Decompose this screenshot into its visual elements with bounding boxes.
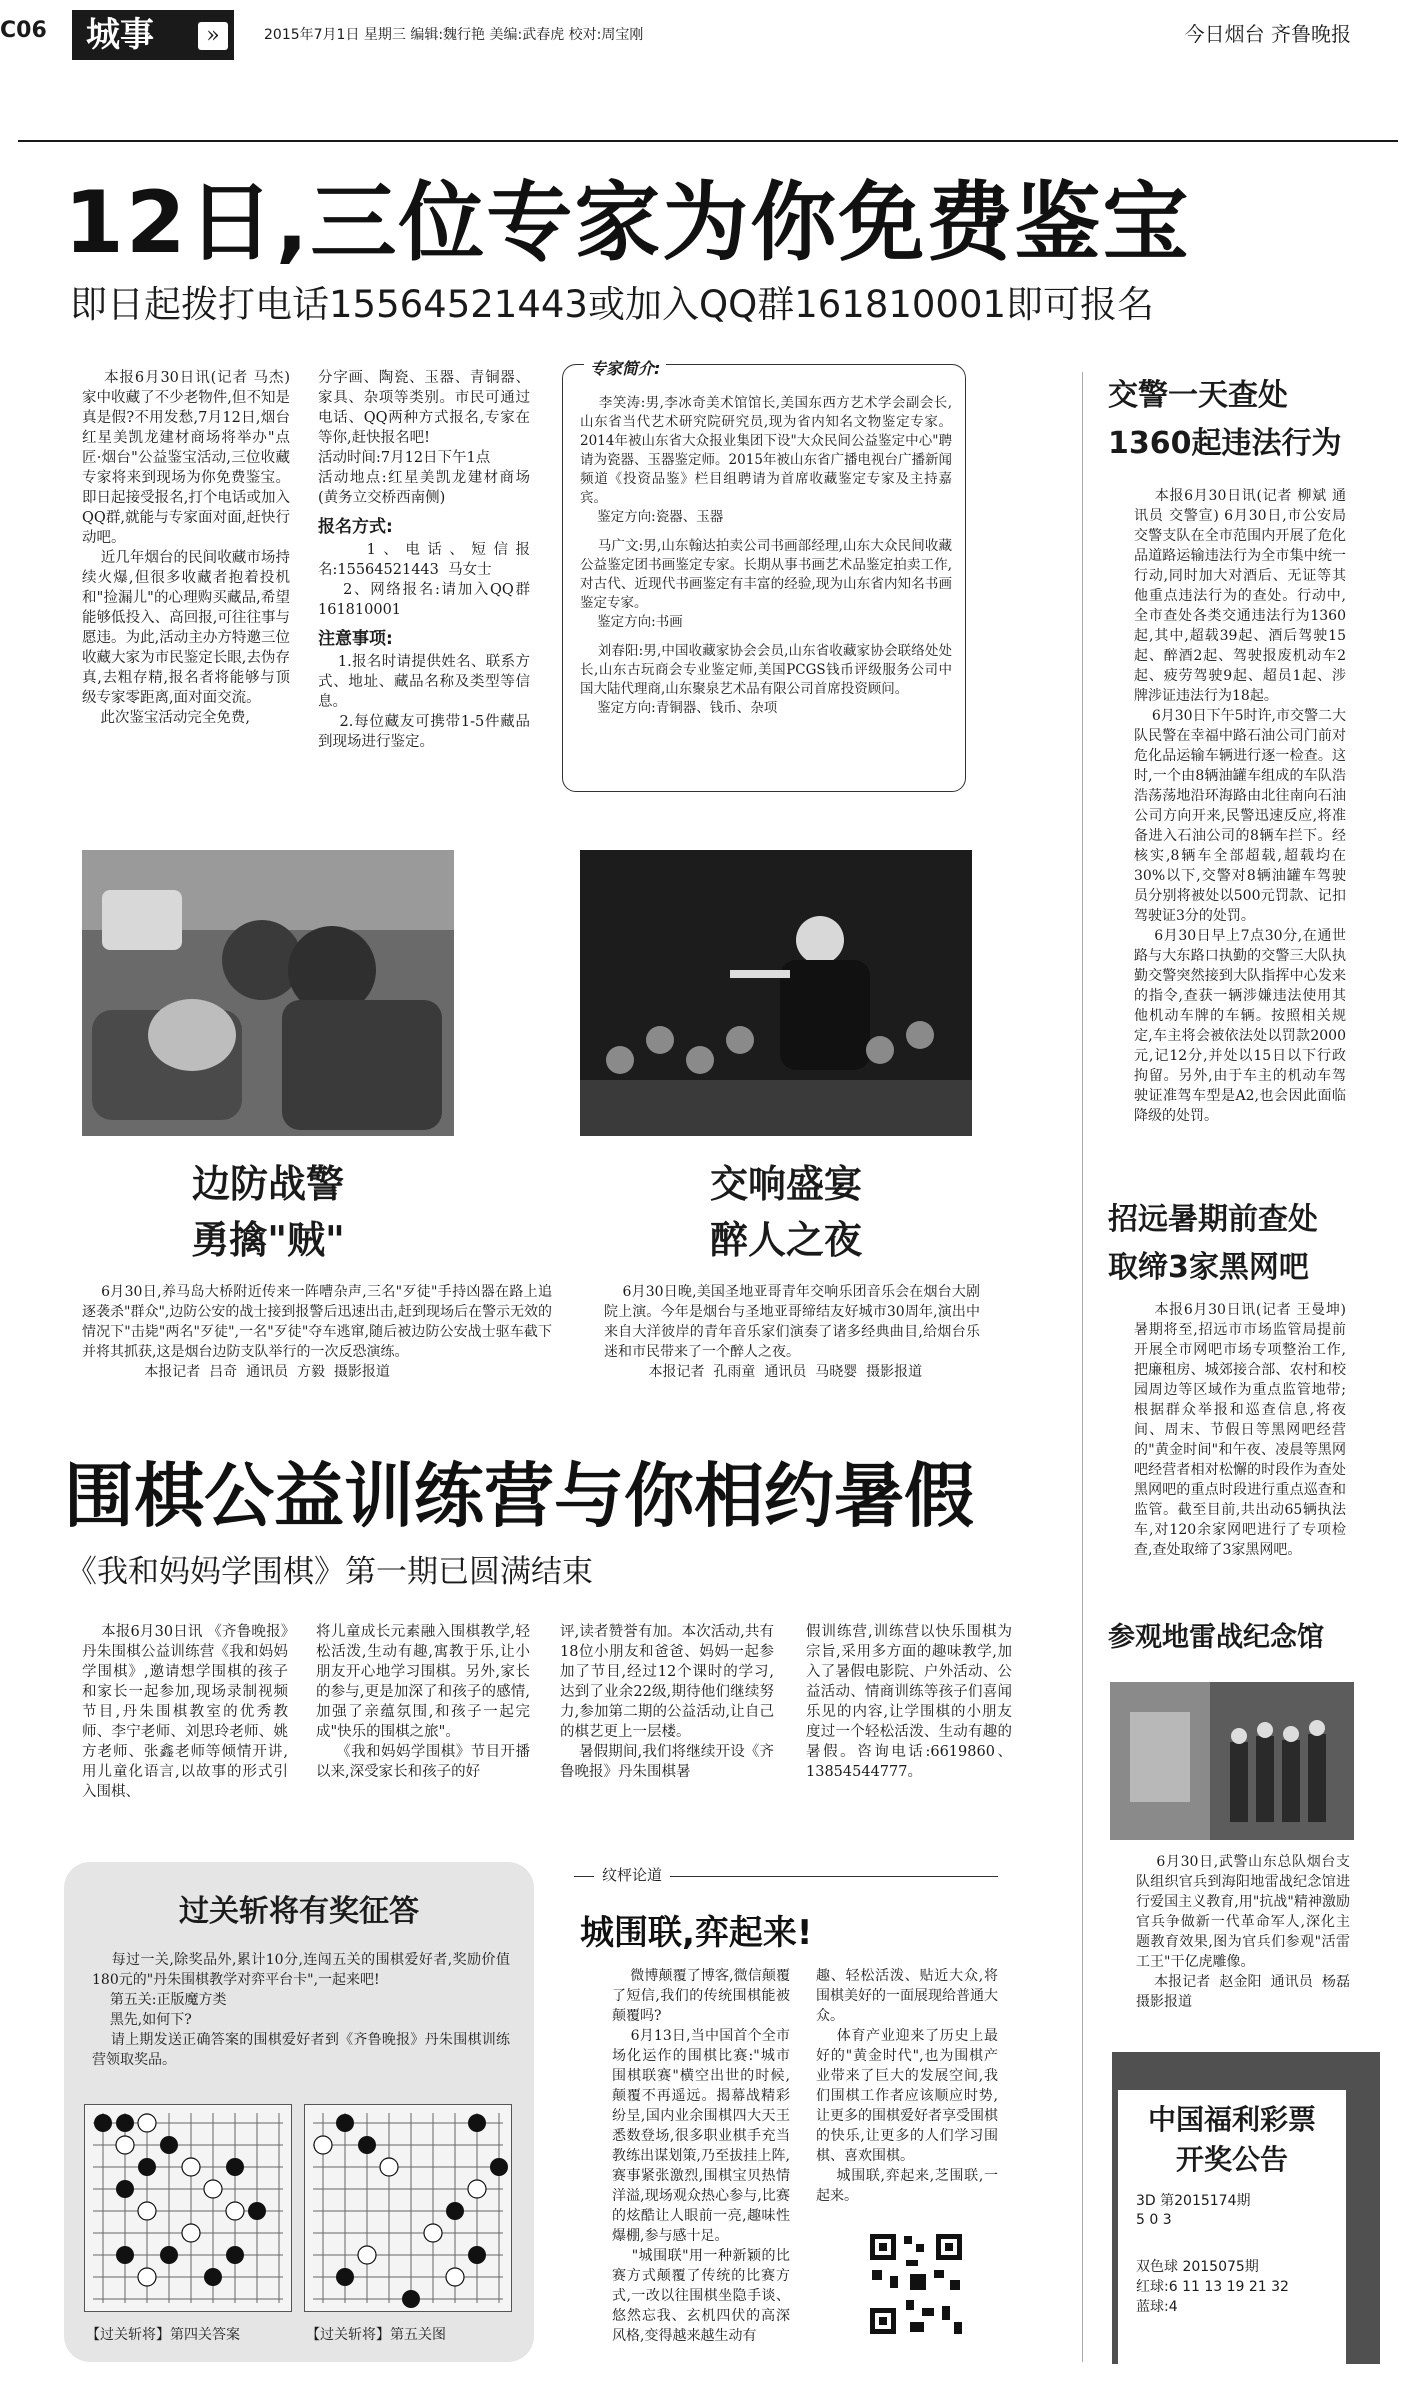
- commentary-title: 城围联,弈起来!: [580, 1913, 813, 1953]
- sidebar-story-2-text: 本报6月30日讯(记者 王曼坤) 暑期将至,招远市市场监管局提前开展全市网吧市场专项整治工作,把廉租房、城郊接合部、农村和校园周边等区域作为重点监管地带;根据群众举报和巡查信息,将夜间、周末、节假日等黑网吧经营的"黄金时间"和午夜、凌晨等黑网吧经营者相对松懈的时段作为查处黑网吧的重点时段进行重点巡查和监管。截至目前,共出动65辆执法车,对120余家网吧进行了专项检查,查处取缔了3家黑网吧。: [1134, 1302, 1351, 1558]
- expert-li-xiaotao: 李笑涛:男,李冰奇美术馆馆长,美国东西方艺术学会副会长,山东省当代艺术研究院研究员,现为省内知名文物鉴定专家。2014年被山东省大众报业集团下设"大众民间公益鉴定中心"聘请为瓷器、玉器鉴定师。2015年被山东省广播电视台广播新闻频道《投资品鉴》栏目组聘请为首席收藏鉴定专家及主持嘉宾。 鉴定方向:瓷器、玉器: [580, 395, 953, 525]
- notes-heading: 注意事项:: [318, 629, 393, 649]
- qr-code-icon: [866, 2230, 966, 2338]
- contest-text: 每过一关,除奖品外,累计10分,连闯五关的围棋爱好者,奖励价值180元的"丹朱围棋教学对弈平台卡",一起来吧! 第五关:正版魔方类 黑先,如何下? 请上期发送正确答案的围棋爱好者到《齐鲁晚报》丹朱围棋训练营领取奖品。: [92, 1952, 510, 2068]
- sidebar-story-3-text: 6月30日,武警山东总队烟台支队组织官兵到海阳地雷战纪念馆进行爱国主义教育,用"抗战"精神激励官兵争做新一代革命军人,深化主题教育效果,图为官兵们参观"活雷工王"干亿虎雕像。 本报记者 赵金阳 通讯员 杨磊 摄影报道: [1136, 1854, 1351, 2010]
- notes-text: 1.报名时请提供姓名、联系方式、地址、藏品名称及类型等信息。 2.每位藏友可携带1-5件藏品到现场进行鉴定。: [318, 654, 531, 750]
- photo-story-2-text: 6月30日晚,美国圣地亚哥青年交响乐团音乐会在烟台大剧院上演。今年是烟台与圣地亚哥缔结友好城市30周年,演出中来自大洋彼岸的青年音乐家们演奏了诸多经典曲目,给烟台乐迷和市民带来了一个醉人之夜。 本报记者 孔雨童 通讯员 马晓婴 摄影报道: [604, 1284, 980, 1380]
- symphony-illustration: [580, 850, 972, 1136]
- commentary-label: 纹枰论道: [594, 1864, 670, 1885]
- go-board-answer: [84, 2104, 292, 2312]
- lottery-title: 中国福利彩票 开奖公告: [1147, 2103, 1316, 2176]
- lottery-ssq-label: 双色球 2015075期: [1136, 2259, 1259, 2275]
- section-arrow-icon: »: [198, 22, 228, 50]
- sidebar-story-2-title: 招远暑期前查处 取缔3家黑网吧: [1108, 1202, 1318, 1285]
- page-number: C06: [0, 18, 47, 43]
- sidebar-photo-landmine: [1110, 1682, 1354, 1840]
- go-column-3: 评,读者赞誉有加。本次活动,共有18位小朋友和爸爸、妈妈一起参加了节目,经过12个课时的学习,达到了业余22级,期待他们继续努力,参加第二期的公益活动,让自己的棋艺更上一层楼。 暑假期间,我们将继续开设《齐鲁晚报》丹朱围棋暑: [560, 1624, 774, 1780]
- experts-list: [580, 394, 952, 718]
- go-board-answer-icon: [85, 2105, 291, 2311]
- lead-headline: 12日,三位专家为你免费鉴宝: [64, 173, 1191, 273]
- section-label: 城事: [72, 10, 234, 60]
- go-board-problem-caption: 【过关斩将】第五关图: [306, 2327, 446, 2343]
- go-column-1: 本报6月30日讯 《齐鲁晚报》丹朱围棋公益训练营《我和妈妈学围棋》,邀请想学围棋的孩子和家长一起参加,现场录制视频节目,丹朱围棋教室的优秀教师、李宁老师、刘思玲老师、姚方老师、张鑫老师等倾情开讲,用儿童化语言,以故事的形式引入围棋、: [82, 1624, 288, 1800]
- go-headline: 围棋公益训练营与你相约暑假: [64, 1455, 974, 1537]
- issue-meta: 2015年7月1日 星期三 编辑:魏行艳 美编:武春虎 校对:周宝刚: [264, 27, 644, 43]
- masthead-tagline: 今日烟台 齐鲁晚报: [1184, 22, 1351, 46]
- go-column-4: 假训练营,训练营以快乐围棋为宗旨,采用多方面的趣味教学,加入了暑假电影院、户外活动、公益活动、情商训练等孩子们喜闻乐见的内容,让学围棋的小朋友度过一个轻松活泼、生动有趣的暑假。咨询电话:6619860、13854544777。: [806, 1624, 1012, 1780]
- lottery-3d-numbers: 5 0 3: [1136, 2212, 1172, 2228]
- go-column-2: 将儿童成长元素融入围棋教学,轻松活泼,生动有趣,寓教于乐,让小朋友开心地学习围棋。另外,家长的参与,更是加深了和孩子的感情,加强了亲蕴氛围,和孩子一起完成"快乐的围棋之旅"。 《我和妈妈学围棋》节目开播以来,深受家长和孩子的好: [316, 1624, 530, 1780]
- lottery-3d-label: 3D 第2015174期: [1136, 2193, 1251, 2209]
- photo-border-drill: [82, 850, 454, 1136]
- go-subhead: 《我和妈妈学围棋》第一期已圆满结束: [66, 1554, 593, 1590]
- photo-story-1-title: 边防战警 勇擒"贼": [191, 1162, 345, 1262]
- sidebar-story-3-title: 参观地雷战纪念馆: [1108, 1622, 1324, 1653]
- photo-symphony: [580, 850, 972, 1136]
- expert-ma-guangwen: 马广文:男,山东翰达拍卖公司书画部经理,山东大众民间收藏公益鉴定团书画鉴定专家。长期从事书画艺术品鉴定拍卖工作,对古代、近现代书画鉴定有丰富的经验,现为山东省内知名书画鉴定专家。 鉴定方向:书画: [580, 538, 952, 630]
- lottery-red-balls: 红球:6 11 13 19 21 32: [1136, 2279, 1289, 2295]
- lottery-blue-ball: 蓝球:4: [1136, 2299, 1178, 2315]
- signup-heading: 报名方式:: [318, 517, 393, 537]
- lead-subhead: 即日起拨打电话15564521443或加入QQ群161810001即可报名: [70, 283, 1155, 326]
- header-rule: [18, 140, 1398, 142]
- commentary-column-1: 微博颠覆了博客,微信颠覆了短信,我们的传统围棋能被颠覆吗? 6月13日,当中国首个全市场化运作的围棋比赛:"城市围棋联赛"横空出世的时候,颠覆不再遥远。揭幕战精彩纷呈,国内业余围棋四大天王悉数登场,很多职业棋手充当教练出谋划策,乃至拔挂上阵,赛事紧张激烈,围棋宝贝热情洋溢,现场观众热心参与,比赛的炫酷让人眼前一亮,趣味性爆棚,参与感十足。 "城围联"用一种新颖的比赛方式颠覆了传统的比赛方式,一改以往围棋坐隐手谈、悠然忘我、玄机四伏的高深风格,变得越来越生动有: [612, 1968, 790, 2344]
- go-board-problem: [304, 2104, 512, 2312]
- border-drill-illustration: [82, 850, 454, 1136]
- photo-story-2-title: 交响盛宴 醉人之夜: [709, 1162, 862, 1262]
- sidebar-story-1-text: 本报6月30日讯(记者 柳斌 通讯员 交警宣) 6月30日,市公安局交警支队在全市范围内开展了危化品道路运输违法行为全市集中统一行动,同时加大对酒后、无证等其他重点违法行为的查处。行动中,全市查处各类交通违法行为1360起,其中,超载39起、酒后驾驶15起、醉酒2起、驾驶报废机动车2起、疲劳驾驶9起、超员1起、涉牌涉证违法行为18起。 6月30日下午5时许,市交警二大队民警在幸福中路石油公司门前对危化品运输车辆进行逐一检查。这时,一个由8辆油罐车组成的车队浩浩荡荡地沿环海路由北往南向石油公司方向开来,民警迅速反应,将准备进入石油公司的8辆车拦下。经核实,8辆车全部超载,超载均在30%以下,交警对8辆油罐车驾驶员分别将被处以500元罚款、记扣驾驶证3分的处罚。 6月30日早上7点30分,在通世路与大东路口执勤的交警三大队执勤交警突然接到大队指挥中心发来的指令,查获一辆涉嫌违法使用其他机动车牌的车辆。按照相关规定,车主将会被依法处以罚款2000元,记12分,并处以15日以下行政拘留。另外,由于车主的机动车驾驶证准驾车型是A2,也会因此面临降级的处罚。: [1134, 488, 1346, 1124]
- signup-text: 1、电话、短信报名:15564521443 马女士 2、网络报名:请加入QQ群161810001: [318, 542, 531, 618]
- lead-column-1: 本报6月30日讯(记者 马杰) 家中收藏了不少老物件,但不知是真是假?不用发愁,7月12日,烟台红星美凯龙建材商场将举办"点匠·烟台"公益鉴宝活动,三位收藏专家将来到现场为你免费鉴宝。即日起接受报名,打个电话或加入QQ群,就能与专家面对面,赶快行动吧。 近几年烟台的民间收藏市场持续火爆,但很多收藏者抱着投机和"捡漏儿"的心理购买藏品,希望能够低投入、高回报,可往往事与愿违。为此,活动主办方特邀三位收藏大家为市民鉴定长眼,去伪存真,去粗存精,报名者将能够与顶级专家零距离,面对面交流。 此次鉴宝活动完全免费,: [82, 370, 290, 726]
- sidebar-divider: [1082, 372, 1083, 2362]
- expert-liu-chunyang: 刘春阳:男,中国收藏家协会会员,山东省收藏家协会联络处处长,山东古玩商会专业鉴定师,美国PCGS钱币评级服务公司中国大陆代理商,山东聚泉艺术品有限公司首席投资顾问。 鉴定方向:青铜器、钱币、杂项: [580, 643, 952, 716]
- experts-label: 专家简介:: [584, 356, 666, 379]
- lead-column-2: [318, 368, 530, 752]
- photo-story-1-text: 6月30日,养马岛大桥附近传来一阵嘈杂声,三名"歹徒"手持凶器在路上追逐袭杀"群众",边防公安的战士接到报警后迅速出击,赶到现场后在警示无效的情况下"击毙"两名"歹徒",一名"歹徒"夺车逃窜,随后被边防公安战士驱车截下并将其抓获,这是烟台边防支队举行的一次反恐演练。 本报记者 吕奇 通讯员 方毅 摄影报道: [82, 1284, 553, 1380]
- lead-column-2-text: 分字画、陶瓷、玉器、青铜器、家具、杂项等类别。市民可通过电话、QQ两种方式报名,专家在等你,赶快报名吧! 活动时间:7月12日下午1点 活动地点:红星美凯龙建材商场(黄务立交桥西南侧): [318, 370, 530, 506]
- go-board-answer-caption: 【过关斩将】第四关答案: [86, 2327, 240, 2343]
- sidebar-story-1-title: 交警一天查处 1360起违法行为: [1108, 378, 1342, 461]
- commentary-column-2: 趣、轻松活泼、贴近大众,将围棋美好的一面展现给普通大众。 体育产业迎来了历史上最好的"黄金时代",也为围棋产业带来了巨大的发展空间,我们围棋工作者应该顺应时势,让更多的围棋爱好者享受围棋的快乐,让更多的人们学习围棋、喜欢围棋。 城围联,弈起来,芝围联,一起来。: [816, 1968, 998, 2204]
- go-board-problem-icon: [305, 2105, 511, 2311]
- contest-title: 过关斩将有奖征答: [179, 1894, 419, 1929]
